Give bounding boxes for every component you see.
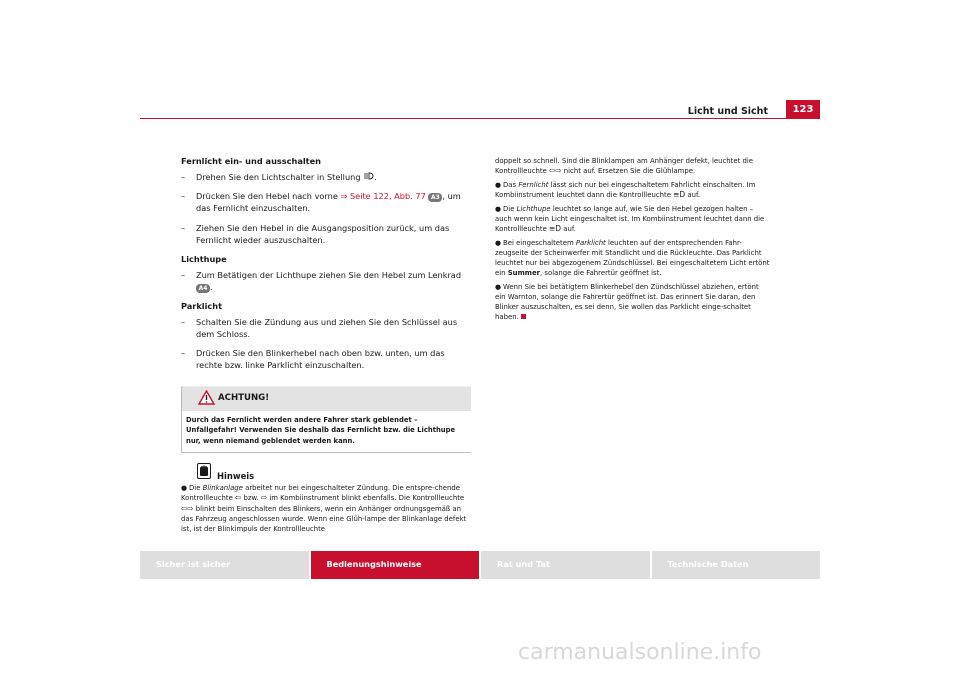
note-text-part: bzw.	[241, 494, 261, 503]
step-text: Zum Betätigen der Lichthupe ziehen Sie den Hebel zum Lenkrad	[196, 269, 462, 280]
tab-sicher-ist-sicher[interactable]: Sicher ist sicher	[140, 551, 309, 579]
text-part: , solange die Fahrertür geöffnet ist.	[540, 269, 662, 277]
paragraph	[495, 238, 770, 278]
dash-marker: –	[181, 171, 186, 182]
paragraph	[495, 204, 770, 234]
step-item	[181, 317, 471, 340]
step-item	[181, 172, 471, 184]
paragraph	[495, 180, 770, 200]
trailer-indicator-icon: ⇦⇨	[549, 166, 562, 175]
text-part: auf.	[685, 191, 701, 199]
note-text-part: Die	[189, 484, 203, 493]
callout-badge-a3: A3	[428, 193, 442, 202]
step-item	[181, 270, 471, 293]
dash-marker: –	[181, 317, 186, 328]
step-text: Drücken Sie den Hebel nach vorne	[196, 191, 341, 202]
note-title: Hinweis	[217, 471, 255, 482]
text-part: doppelt so schnell. Sind die Blinklampen am Anhänger defekt, leuchtet die Kontrollleuchte	[495, 157, 754, 175]
step-text-end: .	[374, 171, 377, 182]
bullet-marker: ●	[495, 283, 502, 291]
watermark-text: carmanualsonline.info	[518, 640, 762, 665]
text-part: Das	[503, 181, 519, 189]
section-end-marker	[521, 314, 526, 319]
text-emphasis: Parklicht	[575, 239, 606, 247]
left-column	[181, 156, 471, 535]
bullet-marker: ●	[495, 239, 502, 247]
fernlicht-heading: Fernlicht ein- und ausschalten	[181, 156, 321, 166]
high-beam-icon: ≡D	[673, 190, 686, 199]
step-text-end: .	[210, 281, 213, 292]
headlight-icon	[363, 172, 374, 184]
text-part: nicht auf. Ersetzen Sie die Glühlampe.	[561, 167, 696, 175]
page-section-title: Licht und Sicht	[687, 106, 768, 117]
step-text: Ziehen Sie den Hebel in die Ausgangsposition zurück, um das Fernlicht wieder auszuschalten.	[196, 222, 450, 245]
tab-rat-und-tat[interactable]: Rat und Tat	[481, 551, 650, 579]
lichthupe-heading: Lichthupe	[181, 254, 227, 265]
text-part: Bei eingeschaltetem	[503, 239, 576, 247]
dash-marker: –	[181, 222, 186, 233]
dash-marker: –	[181, 348, 186, 359]
step-text: Drehen Sie den Lichtschalter in Stellung	[196, 171, 364, 182]
page-reference-link[interactable]: ⇒ Seite 122, Abb. 77	[340, 191, 426, 202]
tab-technische-daten[interactable]: Technische Daten	[652, 551, 821, 579]
step-item	[181, 223, 471, 246]
note-text-part: im Kombiinstrument blinkt ebenfalls. Die Kontrollleuchte	[267, 494, 465, 503]
bullet-marker: ●	[495, 205, 502, 213]
text-part: leuchten auf der entsprechenden Fahr-zeugseite der Scheinwerfer mit Standlicht und die Rückleuchte. Das Parklicht leuchtet nur bei abgezogenem Zündschlüssel. Bei eingeschaltetem Licht ertönt ein	[495, 239, 770, 277]
text-part: Die	[503, 205, 517, 213]
bullet-marker: ●	[181, 484, 188, 493]
page-number: 123	[786, 100, 820, 119]
step-text-end: , um das Fernlicht einzuschalten.	[196, 191, 461, 214]
warning-triangle-icon	[198, 390, 215, 409]
tab-bedienungshinweise[interactable]: Bedienungshinweise	[311, 551, 480, 579]
warning-box	[181, 386, 471, 453]
step-item	[181, 191, 471, 214]
text-part: lässt sich nur bei eingeschaltetem Fahrlicht einschalten. Im Kombiinstrument leuchtet dann die Kontrollleuchte	[495, 181, 756, 199]
warning-text: Durch das Fernlicht werden andere Fahrer stark geblendet – Unfallgefahr! Verwenden Sie deshalb das Fernlicht bzw. die Lichthupe nur, wenn niemand geblendet werden kann.	[186, 415, 456, 445]
text-part: auf.	[561, 225, 576, 233]
step-item	[181, 348, 471, 371]
note-hand-icon	[197, 463, 211, 479]
high-beam-icon: ≡D	[549, 224, 562, 233]
text-emphasis: Lichthupe	[516, 205, 551, 213]
paragraph	[495, 282, 770, 322]
dash-marker: –	[181, 269, 186, 280]
step-text: Drücken Sie den Blinkerhebel nach oben bzw. unten, um das rechte bzw. linke Parklicht einzuschalten.	[196, 348, 445, 371]
footer-tabs	[140, 551, 820, 579]
turn-right-arrow-icon: ⇨	[260, 493, 268, 503]
warning-title: ACHTUNG!	[218, 392, 270, 403]
text-strong: Summer	[507, 269, 541, 277]
note-header	[181, 463, 471, 483]
note-box	[181, 463, 471, 534]
turn-left-arrow-icon: ⇦	[235, 493, 242, 503]
text-part: Wenn Sie bei betätigtem Blinkerhebel den Zündschlüssel abziehen, ertönt ein Warnton, solange die Fahrertür geöffnet ist. Das erinnert Sie daran, den Blinker auszuschalten, es sei denn, Sie wollen das Parklicht einge-schaltet haben.	[495, 283, 759, 321]
header-rule	[140, 118, 820, 119]
callout-badge-a4: A4	[196, 284, 210, 293]
trailer-indicator-icon: ⇦⇨	[181, 503, 194, 513]
note-text	[181, 483, 471, 534]
note-emphasis: Blinkanlage	[202, 484, 243, 493]
warning-header	[182, 387, 471, 411]
step-text: Schalten Sie die Zündung aus und ziehen Sie den Schlüssel aus dem Schloss.	[196, 317, 458, 339]
parklicht-heading: Parklicht	[181, 301, 222, 312]
text-emphasis: Fernlicht	[518, 181, 549, 189]
text-part: leuchtet so lange auf, wie Sie den Hebel gezogen halten – auch wenn kein Licht eingeschaltet ist. Im Kombiinstrument leuchtet dann die Kontrollleuchte	[495, 205, 765, 233]
note-text-part: blinkt beim Einschalten des Blinkers, wenn ein Anhänger ordnungsgemäß an das Fahrzeug angeschlossen wurde. Wenn eine Glüh-lampe der Blinkanlage defekt ist, ist der Blinkimpuls der Kontrollleuchte	[181, 504, 467, 534]
note-text-part: arbeitet nur bei eingeschalteter Zündung. Die entspre-chende Kontrollleuchte	[181, 484, 460, 503]
paragraph	[495, 156, 770, 176]
bullet-marker: ●	[495, 181, 502, 189]
right-column	[495, 156, 770, 326]
dash-marker: –	[181, 191, 186, 202]
